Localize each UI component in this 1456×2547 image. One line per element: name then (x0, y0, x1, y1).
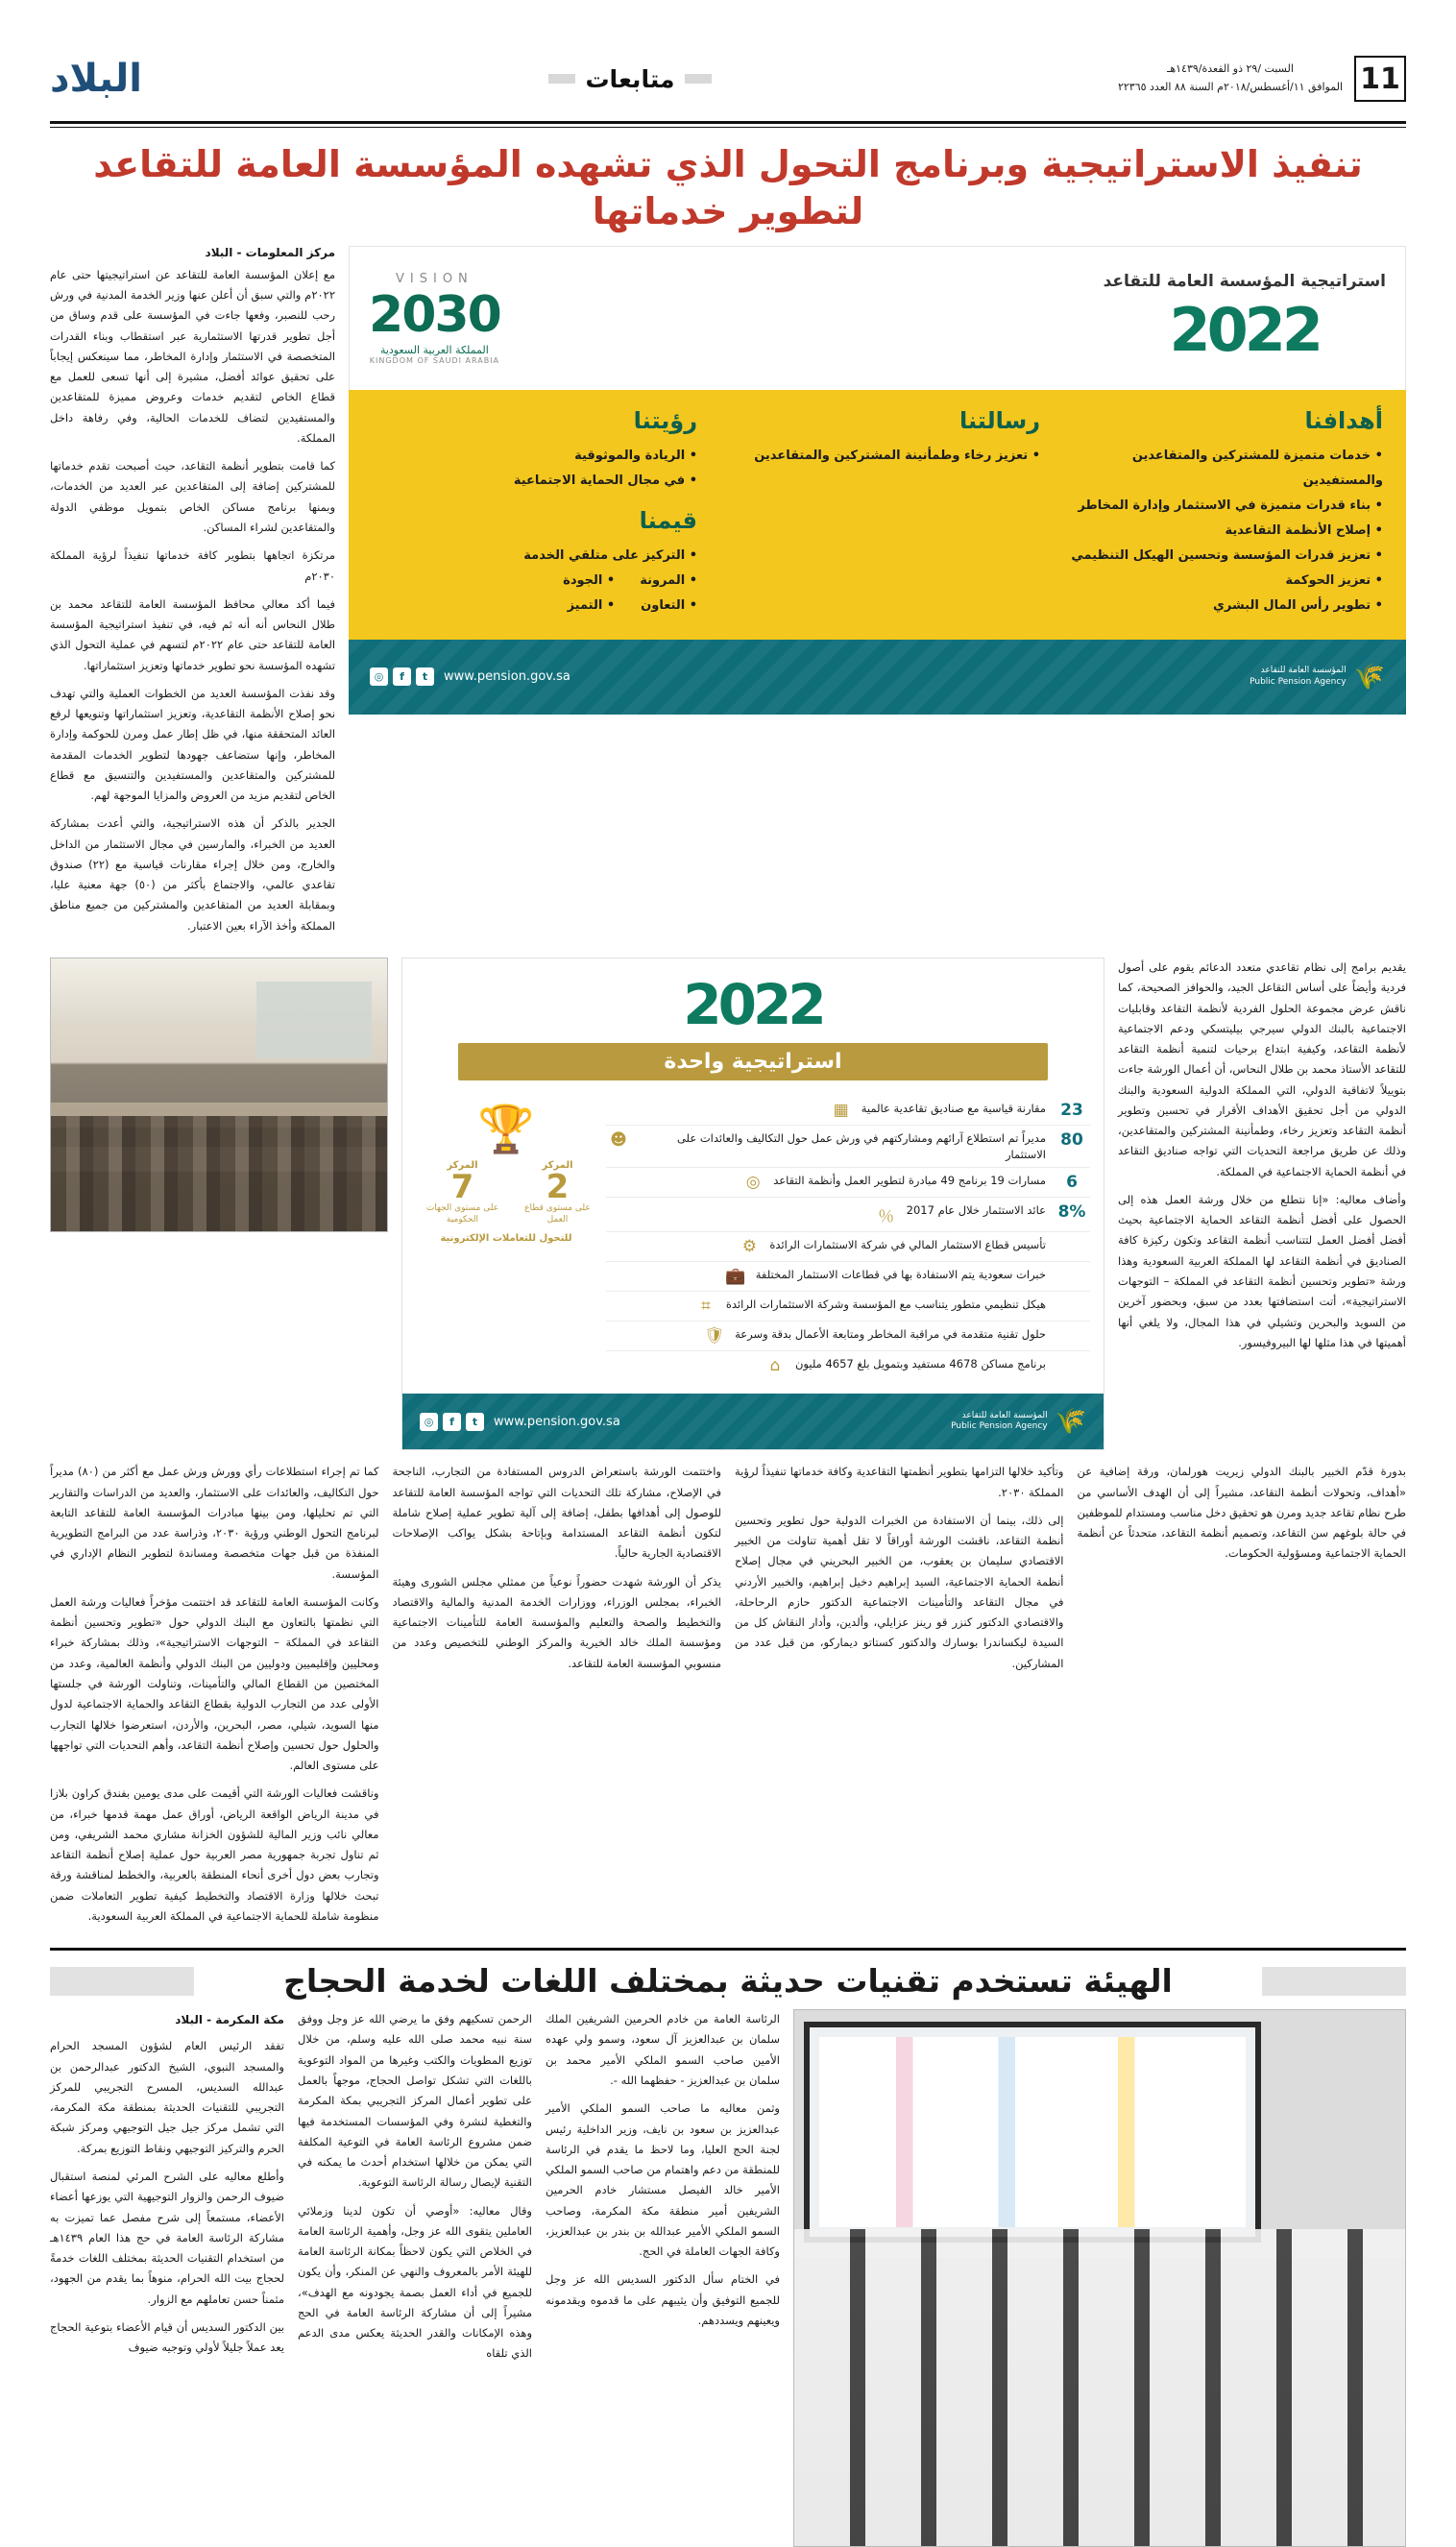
date-gregorian: الموافق ١١/أغسطس/٢٠١٨م السنة ٨٨ العدد ٢٢٣٦٥ (1117, 81, 1343, 93)
article1-source: مركز المعلومات - البلاد (205, 245, 336, 259)
article2-col-right (50, 2009, 284, 2547)
social-icons[interactable] (370, 667, 434, 686)
paragraph: وأضاف معاليه: «إنا نتطلع من خلال ورشة العمل هذه إلى الحصول على أفضل أنظمة التقاعد الحماية الاجتماعية بحيث أفضل أفضل العمل لتتناسب أنظمة التقاعد وتكون ركيزة كافة الصناديق في أنظمة التقاعد لها المملكة العربية السعودية وهذا ورشة «تطوير وتحسين أنظمة التقاعد في المملكة – التوجهات الاستراتيجية»، أتت استضافتها بعدد من سبق، وبحضور آخرين من السويد والبحرين وتشيلي في هذا المجال، ولا يلغي أنها أهميتها في هذا مثلها لها البيروفيسور. (1118, 1192, 1406, 1349)
goal-item: • تطوير رأس المال البشري (1057, 594, 1383, 619)
ppa-name-ar: المؤسسة العامة للتقاعد (1260, 666, 1347, 676)
infographic-year: 2022 (1169, 294, 1321, 365)
value-item: • المرونة (640, 569, 697, 594)
stat-row (606, 1096, 1090, 1126)
stats-footer (402, 1394, 1104, 1449)
stats-list (606, 1096, 1090, 1380)
stat-row (606, 1351, 1090, 1380)
stats-rank-block (416, 1096, 596, 1380)
middle-area (50, 958, 1406, 1450)
vision-kingdom-ar: المملكة العربية السعودية (379, 343, 489, 356)
section-header (548, 65, 711, 93)
percent-icon: ％ (878, 1207, 895, 1227)
values-col-2 (563, 569, 615, 619)
value-item: • التعاون (640, 594, 697, 619)
infographic-footer-right (370, 667, 570, 686)
conference-photo (50, 958, 388, 1232)
paragraph: الجدير بالذكر أن هذه الاستراتيجية، والتي أعدت بمشاركة العديد من الخبراء، والمارسين في مجال الاستثمار من الداخل والخارج، ومن خلال إجراء مقارنات قياسية مع (٢٢) صندوق تقاعدي عالمي، والاجتماع بأكثر من (٥٠) جهة معنية عليا، وبمقابلة العديد من المتقاعدين والمشتركين من جميع مناطق المملكة وأخذ الآراء بعين الاعتبار. (50, 816, 336, 933)
values-lead: • التركيز على متلقي الخدمة (372, 544, 697, 569)
stat-text: خبرات سعودية يتم الاستفادة بها في قطاعات الاستثمار المختلفة (755, 1268, 1046, 1282)
photo-officials (794, 2229, 1405, 2546)
stat-text: مسارات 19 برنامج 49 مبادرة لتطوير العمل وأنظمة التقاعد (773, 1174, 1046, 1188)
masthead (50, 0, 1406, 113)
article1-lower-columns (50, 1462, 1406, 1934)
egov-note: للتحول للتعاملات الإلكترونية (440, 1233, 572, 1245)
stat-row (606, 1322, 1090, 1351)
values-lead-list (372, 544, 697, 569)
paragraph: وقد نفذت المؤسسة العديد من الخطوات العملية والتي تهدف نحو إصلاح الأنظمة التقاعدية، وتعزيز استثماراتها وتنويعها لرفع العائد المتحققة منها، في ظل إطار عمل ومرن للحوكمة وإدارة المخاطر، وإنها ستضاعف جهودها لتطوير الخدمات المقدمة للمشتركين والمتقاعدين والمستفيدين والتنسيق مع قطاع الخاص لتقديم مزيد من العروض والمزايا الموجهة لهم. (50, 686, 336, 803)
infographic (349, 246, 1406, 715)
paragraph: مرتكزة اتجاهها بتطوير كافة خدماتها تنفيذاً لرؤية المملكة ٢٠٣٠م (50, 548, 336, 583)
stats-footer-right (420, 1413, 620, 1431)
briefcase-icon: 💼 (725, 1267, 746, 1287)
stats-body (402, 1084, 1104, 1388)
vision-number: 2030 (369, 285, 500, 344)
goal-item: • بناء قدرات متميزة في الاستثمار وإدارة المخاطر (1057, 494, 1383, 519)
stat-number: 8% (1057, 1202, 1086, 1223)
infographic-footer (349, 640, 1406, 715)
goal-item: • خدمات متميزة للمشتركين والمتقاعدين والمستفيدين (1057, 444, 1383, 494)
rank-number: 7 (450, 1168, 474, 1207)
twitter-icon[interactable]: t (416, 667, 434, 686)
instagram-icon[interactable]: ◎ (420, 1413, 438, 1431)
paragraph: وكانت المؤسسة العامة للتقاعد قد اختتمت مؤخراً فعاليات ورشة العمل التي نظمتها بالتعاون مع البنك الدولي حول «تطوير وتحسين أنظمة التقاعد في المملكة – التوجهات الاستراتيجية»، وذلك بمشاركة خبراء ومحليين وإقليميين ودوليين من البنك الدولي وأنظمة العالمية، وعدد من المختصين من القطاع المالي والتأمينات، وتناولت الورشة في جلستها الأولى عدد من التجارب الدولية بقطاع التقاعد والحماية الاجتماعية لدول منها السويد، شيلي، مصر، البحرين، والأردن، استعرضوا خلالها التجارب والحلول حول تحسين وإصلاح أنظمة التقاعد، وأهم التحديات التي تواجهها على مستوى العالم. (50, 1594, 379, 1773)
users-icon: ☻ (610, 1130, 627, 1151)
values-block (372, 507, 697, 619)
infographic-title-block (1104, 272, 1386, 365)
instagram-icon[interactable]: ◎ (370, 667, 388, 686)
article2-text (50, 2009, 780, 2547)
website-url[interactable]: www.pension.gov.sa (494, 1414, 620, 1429)
article1-right-column (50, 246, 335, 944)
brand-logo: البلاد (50, 57, 142, 101)
values-title: قيمنا (639, 506, 698, 534)
stat-row (606, 1232, 1090, 1262)
bottom-area (50, 2009, 1406, 2547)
website-url[interactable]: www.pension.gov.sa (444, 669, 570, 685)
paragraph: وناقشت فعاليات الورشة التي أقيمت على مدى يومين بفندق كراون بلازا في مدينة الرياض الواقعة الرياض، أوراق عمل مهمة قدمها خبراء، من معالي نائب وزير المالية للشؤون الخزانة مشاري محمد الشريفي، ومن ثم تناول تجربة جمهورية مصر العربية حول عملية إصلاح أنظمة التقاعد وتجارب بعض دول أخرى أنحاء المنطقة بالعربية، والخطط لمناقشة ورقة تبحث خلالها وزارة الاقتصاد والتخطيط كيفية تطوير التعاملات ضمن منظومة شاملة للحماية الاجتماعية في المملكة العربية السعودية. (50, 1786, 379, 1923)
photo-attendees (51, 1116, 387, 1231)
wheat-icon: 🌾 (1055, 1407, 1086, 1437)
twitter-icon[interactable]: t (466, 1413, 484, 1431)
paragraph: واختتمت الورشة باستعراض الدروس المستفادة من التجارب، الناجحة في الإصلاح، مشاركة تلك التحديات التي تواجه المؤسسة العامة للتقاعد للوصول إلى أهدافها بطفل، إضافة إلى آلية تطوير عملية إصلاح شاملة لتكون أنظمة التقاعد المستدامة وبإتاحة بشكل يواكب الإصلاحات الاقتصادية الجارية حالياً. (392, 1465, 721, 1561)
paragraph: إلى ذلك، بينما أن الاستفادة من الخبرات الدولية حول تطوير وتحسين أنظمة التقاعد، ناقشت الورشة أوراقاً لا تقل أهمية تناولت من الخبير الاقتصادي سليمان بن يعقوب، من الخبير البحريني في مجال إصلاح أنظمة الحماية الاجتماعية، السيد إبراهيم دخيل إبراهيم، والخبير الأردني في مجال التقاعد والتأمينات الاجتماعية الدكتور حازم الرحاحلة، والاقتصادي الدكتور كنزر قو رينز عزايلي، وألدين، وأدار النقاش كل من السيدة ليكساندرا بوسارك والدكتور كستاتو ديمارکو، من قبل عدد من المشاركين. (735, 1513, 1064, 1670)
vision-list (372, 444, 697, 494)
social-icons[interactable] (420, 1413, 484, 1431)
paragraph: في الختام سأل الدكتور السديس الله عز وجل للجميع التوفيق وأن يثيبهم على ما قدموه ويقدمونه ويعينهم ويسددهم. (546, 2272, 780, 2327)
rank-caption: على مستوى الجهات الحكومية (425, 1203, 499, 1225)
article1-left-column (1118, 958, 1406, 1361)
rank-number: 2 (546, 1168, 570, 1207)
values-columns (372, 569, 697, 619)
vision-2030-logo (369, 272, 500, 365)
ppa-name-en: Public Pension Agency (951, 1421, 1048, 1432)
lower-col-mid (735, 1462, 1064, 1934)
paragraph: يذكر أن الورشة شهدت حضوراً نوعياً من ممثلي مجلس الشورى وهيئة الخبراء، بمجلس الوزراء، ووزارات الخدمة المدنية والمالية والاقتصاد والتخطيط والصحة والتعليم والمؤسسة العامة للتأمينات الاجتماعية ومؤسسة الملك خالد الخيرية والمركز الوطني للتخصيص وعدد من منسوبي المؤسسة العامة للتقاعد. (392, 1574, 721, 1670)
values-col-1 (640, 569, 697, 619)
article2-col-left (546, 2009, 780, 2547)
paragraph: الرحمن تسكيهم وفق ما يرضي الله عز وجل ووفق سنة نبيه محمد صلى الله عليه وسلم، من خلال توزيع المطويات والكتب وغيرها من المواد التوعوية باللغات التي تشكل تواصل الحجاج، موجهاً بالعمل على تطوير أعمال المركز التجريبي بمكة المكرمة والتغطية لنشرة وفي المؤسسات المستخدمة فيها ضمن مشروع الرئاسة العامة في التوعية المكلفة التي يمكن من خلالها استخدام أحدث ما يمكنه في التقنية لإيصال رسالة الرئاسة التوعوية. (298, 2012, 532, 2190)
mission-list (715, 444, 1040, 469)
ppa-logo (1250, 663, 1385, 691)
paragraph: تفقد الرئيس العام لشؤون المسجد الحرام والمسجد النبوي، الشيخ الدكتور عبدالرحمن بن عبدالله السديس، المسرح التجريبي للمركز التجريبي للتقنيات الحديثة بمنطقة مكة المكرمة، التي تشمل مركز جيل جيل التوجيهي ومركز شبكة الحرم والتركيز التوجيهي ونقاط التوزيع بمركة. (50, 2039, 284, 2155)
vision-values-column (372, 407, 697, 619)
stats-panel (401, 958, 1104, 1450)
mission-title: رسالتنا (959, 406, 1041, 434)
stats-header (402, 958, 1104, 1084)
stat-text: عائد الاستثمار خلال عام 2017 (906, 1203, 1046, 1218)
org-chart-icon: ⌗ (701, 1297, 711, 1317)
top-area (50, 246, 1406, 944)
lower-col-left (1078, 1462, 1407, 1934)
article2-source: مكة المكرمة - البلاد (175, 2013, 284, 2027)
rank-card-left (519, 1160, 596, 1225)
ppa-name-en: Public Pension Agency (1250, 676, 1347, 687)
vision-item: • في مجال الحماية الاجتماعية (372, 469, 697, 494)
stat-row (606, 1168, 1090, 1198)
photo-display-screen (804, 2022, 1261, 2243)
stat-row (606, 1262, 1090, 1292)
headline2-deco-left (1262, 1967, 1406, 1996)
target-icon: ◎ (745, 1173, 761, 1193)
chart-icon: ▦ (833, 1101, 849, 1121)
stats-banner: استراتيجية واحدة (458, 1043, 1047, 1080)
vision-label-en: VISION (396, 271, 473, 286)
vision-kingdom-en: KINGDOM OF SAUDI ARABIA (369, 355, 500, 365)
rank-row (416, 1160, 596, 1225)
paragraph: مع إعلان المؤسسة العامة للتقاعد عن استراتيجيتها حتى عام ٢٠٢٢م والتي سبق أن أعلن عنها وزير الخدمة المدنية في ورش رحب للنصبر، وفعها جاءت في المؤسسة على قدم وساق من أجل تطوير قدرتها الاستثمارية عبر استقطاب وبناء القدرات المتخصصة في الاستثمار وإدارة المخاطر، مما سينعكس إيجاباً على تحقيق عوائد أفضل، مشيرة إلى أنها تسعى للعمل مع قطاع الخاص لتقديم خدمات وعروض مميزة للمتقاعدين والمستفيدين لتضاف للخدمات الحالية، وفي رفاهة داخل المملكة. (50, 267, 336, 445)
paragraph: وثمن معاليه ما صاحب السمو الملكي الأمير عبدالعزيز بن سعود بن نايف، وزير الداخلية رئيس لجنة الحج العليا، وما لاحظ ما يقدم في الرئاسة للمنطقة من دعم واهتمام من صاحب السمو الملكي الأمير خالد الفيصل مستشار خادم الحرمين الشريفين أمير منطقة مكة المكرمة، وصاحب السمو الملكي الأمير عبدالله بن بندر بن عبدالعزيز، وكافة الجهات العاملة في الحج. (546, 2101, 780, 2259)
stat-number: 23 (1060, 1101, 1083, 1121)
page-number: 11 (1354, 56, 1406, 102)
haram-photo (793, 2009, 1406, 2547)
stat-number: 80 (1060, 1130, 1083, 1151)
main-headline: تنفيذ الاستراتيجية وبرنامج التحول الذي تشهده المؤسسة العامة للتقاعد لتطوير خدماتها (93, 143, 1363, 233)
stat-row (606, 1198, 1090, 1232)
mission-item: • تعزيز رخاء وطمأنينة المشتركين والمتقاعدين (715, 444, 1040, 469)
article2-col-mid (298, 2009, 532, 2547)
value-item: • التميز (563, 594, 615, 619)
rank-label: المركز (542, 1160, 573, 1172)
facebook-icon[interactable]: f (443, 1413, 461, 1431)
shield-icon: 🛡 (704, 1326, 725, 1346)
paragraph: فيما أكد معالي محافظ المؤسسة العامة للتقاعد محمد بن طلال النحاس أنه أنه ثم فيه، في تنفيذ استراتيجية المؤسسة العامة للتقاعد حتى عام ٢٠٢٢م لتسهم في عملية التحول الذي تشهده المؤسسة نحو تطوير خدماتها وتعزيز استثماراتها. (50, 596, 336, 672)
secondary-headline: الهيئة تستخدم تقنيات حديثة بمختلف اللغات لخدمة الحجاج (283, 1962, 1173, 2001)
headline2-deco-right (50, 1967, 194, 1996)
paragraph: الرئاسة العامة من خادم الحرمين الشريفين الملك سلمان بن عبدالعزيز آل سعود، وسمو ولي عهده الأمين صاحب السمو الملكي الأمير محمد بن سلمان بن عبدالعزيز - حفظهما الله -. (546, 2012, 780, 2087)
paragraph: كما قامت بتطوير أنظمة التقاعد، حيث أصبحت تقدم خدماتها للمشتركين إضافة إلى المتقاعدين عبر العديد من الخدمات، وبمنها برنامج مساكن الخاص بتمويل موظفي الدولة والمتقاعدين لشراء المساكن. (50, 459, 336, 534)
stat-row (606, 1126, 1090, 1168)
vision-item: • الريادة والموثوقية (372, 444, 697, 469)
deco-bar-left (685, 74, 712, 84)
gear-icon: ⚙ (741, 1237, 758, 1257)
goals-list (1057, 444, 1383, 619)
lower-col-right (50, 1462, 379, 1934)
ppa-logo-text (1250, 666, 1347, 688)
section-title: متابعات (585, 64, 675, 93)
goal-item: • تعزيز قدرات المؤسسة وتحسين الهيكل التنظيمي (1057, 544, 1383, 569)
facebook-icon[interactable]: f (393, 667, 411, 686)
paragraph: كما تم إجراء استطلاعات رأي وورش ورش عمل مع أكثر من (٨٠) مديراً حول التكاليف، والعائدات على الاستثمار، والعديد من الدراسات والتقارير التي تم تحليلها، ومن بينها مبادرات المؤسسة العامة للتقاعد التابعة لبرنامج التحول الوطني ورؤية ٢٠٣٠، وذراسة عدد من البرامج التطويرية المنفذة من قبل جهات متخصصة ومساندة لتطوير النظام الإداري في المؤسسة. (50, 1465, 379, 1581)
paragraph: بين الدكتور السديس أن قيام الأعضاء بتوعية الحجاج يعد عملاً جليلاً لأولي وتوجيه ضيوف (50, 2319, 284, 2355)
home-icon: ⌂ (769, 1356, 781, 1376)
ppa-name-ar: المؤسسة العامة للتقاعد (961, 1410, 1048, 1420)
stat-text: هيكل تنظيمي متطور يتناسب مع المؤسسة وشركة الاستثمارات الرائدة (725, 1298, 1046, 1312)
trophy-icon: 🏆 (477, 1103, 535, 1157)
paragraph: بدورة قدّم الخبير بالبنك الدولي زيريت هورلمان، ورقة إضافية عن «أهداف، وتحولات أنظمة التقاعد، مشيراً إلى أن الهدف الأساسي من طرح نظام تقاعد جديد ومرن هو تحقيق دخل مناسب ومستدام للموظفين في حالة بلوغهم سن التقاعد، وتصميم أنظمة التقاعد، متحدثاً عن أنظمة الحماية الاجتماعية ومسؤولية الحكومات. (1077, 1465, 1406, 1561)
goals-column (1057, 407, 1383, 619)
headline2-area (50, 1951, 1406, 2009)
paragraph: وتأكيد خلالها التزامها بتطوير أنظمتها التقاعدية وكافة خدماتها تنفيذاً لرؤية المملكة ٢٠٣٠. (735, 1465, 1064, 1499)
rank-caption: على مستوى قطاع العمل (524, 1203, 591, 1225)
stat-text: مديراً تم استطلاع آرائهم ومشاركتهم في ورش عمل حول التكاليف والعائدات على الاستثمار (676, 1131, 1046, 1161)
stat-row (606, 1292, 1090, 1322)
stat-text: مقارنة قياسية مع صناديق تقاعدية عالمية (861, 1102, 1046, 1116)
goal-item: • إصلاح الأنظمة التقاعدية (1057, 519, 1383, 544)
paragraph: وقال معاليه: «أوصي أن تكون لدينا وزملائي العاملين يتقوى الله عز وجل، وأهمية الرئاسة العامة في الخلاص التي يكون لاحظاً بمكانة الرئاسة العامة للهيئة الأمر بالمعروف والنهي عن المنكر، وأن يكون للجميع في أداء العمل بصمة يجودونه مع الهدف»، مشيراً إلى أن مشاركة الرئاسة العامة في الحج وهذه الإمكانات والقدر الحديثة يعكس مدى الدعم الذي تلقاه (298, 2203, 532, 2361)
stat-number: 6 (1066, 1173, 1078, 1193)
paragraph: يقديم برامج إلى نظام تقاعدي متعدد الدعائم يقوم على أصول فردية وأيضاً على أساس التقاعل الجيد، والحوافز الصحيحة، كما ناقش عرض مجموعة الحلول الفردية لأنظمة التقاعد وقابليات الاجتماعية بالبنك الدولي سيرجي بيليتسكي ودعم الاجتماعية لأنظمة التقاعد، وكيفية ابتداع برحيات لتنمية أنظمة التقاعد للتقاعد الأستاذ محمد بن طلال النحاس، أن أعمال الورشة جاءت بتوييلاً لاتفاقية الدولي، التي المملكة الدولية السعودية والبنك الدولي من أجل تحقيق الأهداف الأقرار في تحسين وتطوير أنظمة التقاعد وتعزيز رخاء، وطمأنينة المشتركين والمتقاعدين، وذلك عن طريق مراجعة التحديات التي تواجه صناديق التقاعد في أنظمة الحماية الاجتماعية في المملكة. (1118, 960, 1406, 1178)
screen-content (819, 2037, 1246, 2227)
stat-text: حلول تقنية متقدمة في مراقبة المخاطر ومتابعة الأعمال بدقة وسرعة (735, 1327, 1046, 1342)
article1-right-text (50, 265, 335, 936)
masthead-rule (50, 121, 1406, 124)
vision-title: رؤيتنا (633, 406, 698, 434)
infographic-header (349, 246, 1406, 390)
strategy-band (349, 390, 1406, 640)
issue-dates (1118, 61, 1343, 96)
paragraph: وأطلع معاليه على الشرح المرئي لمنصة استقبال ضيوف الرحمن والزوار التوجيهية التي يوزعها أعضاء الأعضاء، مستمعاً إلى شرح مفصل عما تميزت به مشاركة الرئاسة العامة في حج هذا العام ١٤٣٩هـ من استخدام التقنيات الحديثة بمختلف اللغات خدمةً لحجاج بيت الله الحرام، منوهاً بما يقدم من الجهود، مثمناً حسن تعاملهم مع الزوار. (50, 2169, 284, 2306)
goals-title: أهدافنا (1304, 406, 1383, 434)
stat-text: برنامج مساكن 4678 مستفيد وبتمويل بلغ 4657 مليون (794, 1357, 1046, 1371)
lower-col-mid2 (393, 1462, 722, 1934)
headline-area (50, 128, 1406, 246)
ppa-logo-text-2 (951, 1411, 1048, 1433)
rank-label: المركز (447, 1160, 478, 1172)
date-block (1118, 56, 1406, 102)
stats-year: 2022 (683, 972, 823, 1038)
mission-column (715, 407, 1040, 619)
infographic-title: استراتيجية المؤسسة العامة للتقاعد (1103, 271, 1386, 291)
photo-window (256, 982, 372, 1058)
goal-item: • تعزيز الحوكمة (1057, 569, 1383, 594)
wheat-icon: 🌾 (1353, 662, 1385, 691)
rank-card-right (416, 1160, 509, 1225)
deco-bar-right (548, 74, 575, 84)
ppa-logo-2 (951, 1407, 1086, 1436)
value-item: • الجودة (563, 569, 615, 594)
date-hijri: السبت /٢٩ ذو القعدة/١٤٣٩هـ (1167, 62, 1294, 76)
stat-text: تأسيس قطاع الاستثمار المالي في شركة الاستثمارات الرائدة (769, 1238, 1046, 1252)
